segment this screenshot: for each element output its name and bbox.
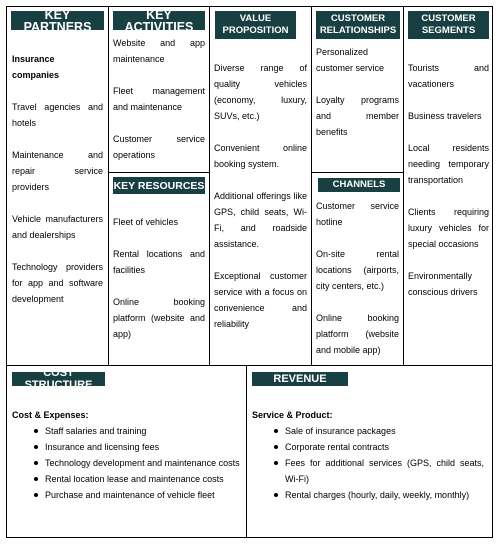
value-proposition-item: Convenient online booking system. (214, 143, 307, 169)
customer-segments-list (408, 60, 489, 316)
channel-item: Online booking platform (website and mobile app) (316, 313, 399, 355)
key-activities-title: KEY ACTIVITIES (124, 7, 194, 34)
revenue-item: Sale of insurance packages (274, 423, 484, 439)
key-activities-header (113, 7, 205, 34)
cost-structure-list (12, 423, 240, 503)
cost-item: Insurance and licensing fees (34, 439, 240, 455)
key-activity-item: Fleet management and maintenance (113, 86, 205, 112)
revenue-item: Corporate rental contracts (274, 439, 484, 455)
cost-item: Technology development and maintenance costs (34, 455, 240, 471)
channels-list (316, 198, 399, 374)
value-proposition-title-line1: VALUE (239, 13, 272, 24)
key-activity-item: Customer service operations (113, 134, 205, 160)
key-resource-item: Rental locations and facilities (113, 249, 205, 275)
customer-segment-item: Tourists and vacationers (408, 63, 489, 89)
key-resource-item: Online booking platform (website and app) (113, 297, 205, 339)
channel-item: Customer service hotline (316, 201, 399, 227)
border-left (6, 6, 7, 538)
customer-segment-item: Local residents needing temporary transportation (408, 143, 489, 185)
divider-col2 (209, 6, 210, 366)
value-proposition-list (214, 60, 307, 348)
channel-item: On-site rental locations (airports, city centers, etc.) (316, 249, 399, 291)
revenue-subtitle: Service & Product: (252, 410, 333, 420)
divider-relationships-channels (311, 172, 404, 173)
key-resources-list (113, 214, 205, 358)
key-activities-list (113, 35, 205, 179)
divider-middle (6, 365, 493, 366)
customer-relationship-item: Personalized customer service (316, 47, 385, 73)
key-resources-header (113, 177, 205, 194)
customer-segments-title-line2: SEGMENTS (421, 25, 476, 36)
key-partner-item: Technology providers for app and software development (12, 262, 103, 304)
revenue-item: Fees for additional services (GPS, child seats, Wi-Fi) (274, 455, 484, 487)
key-partners-list (12, 51, 103, 323)
cost-structure-header (12, 367, 105, 391)
revenue-list (252, 423, 484, 503)
key-partners-header (11, 7, 104, 34)
key-partner-item: Maintenance and repair service providers (12, 150, 103, 192)
key-activity-item: Website and app maintenance (113, 38, 205, 64)
border-right (492, 6, 493, 538)
divider-col4 (403, 6, 404, 366)
cost-item: Rental location lease and maintenance costs (34, 471, 240, 487)
key-partner-item: Vehicle manufacturers and dealerships (12, 214, 103, 240)
customer-relationships-title-line2: RELATIONSHIPS (319, 25, 397, 36)
value-proposition-item: Exceptional customer service with a focus on convenience and reliability (214, 271, 307, 329)
revenue-title: REVENUE (273, 373, 327, 385)
customer-segment-item: Environmentally conscious drivers (408, 271, 478, 297)
customer-segments-title-line1: CUSTOMER (421, 13, 476, 24)
cost-structure-subtitle: Cost & Expenses: (12, 410, 89, 420)
value-proposition-item: Additional offerings like GPS, child seats, Wi-Fi, and roadside assistance. (214, 191, 307, 249)
customer-segment-item: Business travelers (408, 111, 482, 121)
divider-col1 (108, 6, 109, 366)
value-proposition-title-line2: PROPOSITION (222, 25, 289, 36)
key-partner-item: Travel agencies and hotels (12, 102, 103, 128)
customer-segments-header (408, 11, 489, 39)
border-top (6, 6, 493, 7)
channels-header (318, 178, 400, 192)
customer-relationships-header (316, 11, 400, 39)
value-proposition-item: Diverse range of quality vehicles (economy, luxury, SUVs, etc.) (214, 63, 307, 121)
key-resource-item: Fleet of vehicles (113, 217, 179, 227)
customer-relationships-title-line1: CUSTOMER (330, 13, 386, 24)
divider-cost-revenue (246, 365, 247, 538)
customer-segment-item: Clients requiring luxury vehicles for special occasions (408, 207, 489, 249)
key-partner-item: Insurance companies (12, 54, 60, 80)
customer-relationships-list (316, 44, 399, 156)
channels-title: CHANNELS (332, 179, 386, 190)
key-resources-title: KEY RESOURCES (113, 179, 205, 192)
key-partners-title: KEY PARTNERS (23, 7, 92, 34)
revenue-content (252, 407, 484, 503)
cost-structure-title: COST STRUCTURE (24, 367, 93, 391)
revenue-item: Rental charges (hourly, daily, weekly, monthly) (274, 487, 484, 503)
customer-relationship-item: Loyalty programs and member benefits (316, 95, 399, 137)
revenue-header (252, 372, 348, 386)
cost-structure-content (12, 407, 240, 503)
cost-item: Purchase and maintenance of vehicle fleet (34, 487, 240, 503)
border-bottom (6, 537, 493, 538)
divider-col3 (311, 6, 312, 366)
cost-item: Staff salaries and training (34, 423, 240, 439)
value-proposition-header (215, 11, 296, 39)
